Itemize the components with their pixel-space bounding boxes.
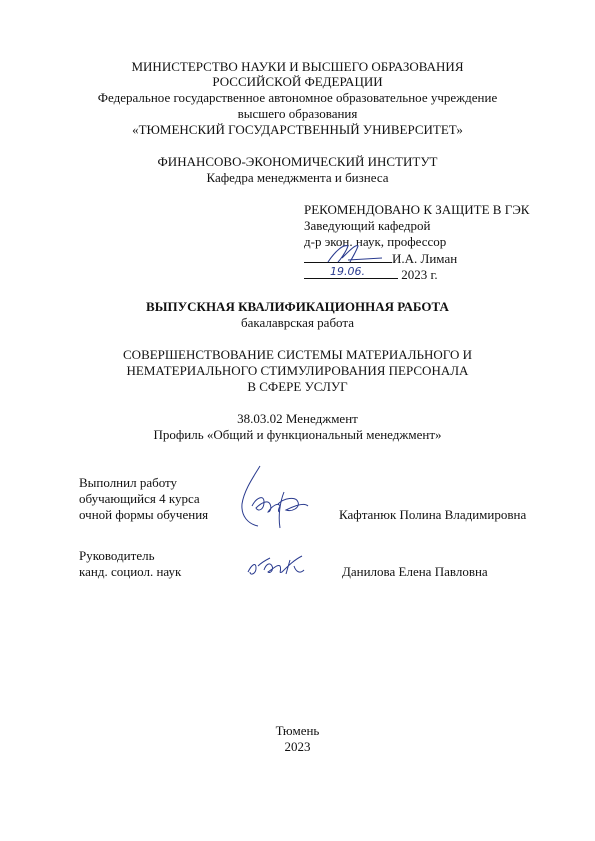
work-type: ВЫПУСКНАЯ КВАЛИФИКАЦИОННАЯ РАБОТА xyxy=(146,299,449,314)
student-label-2: обучающийся 4 курса xyxy=(79,491,200,506)
footer-year: 2023 xyxy=(284,739,311,754)
work-title-line-3: В СФЕРЕ УСЛУГ xyxy=(247,379,348,394)
supervisor-name: Данилова Елена Павловна xyxy=(342,564,488,579)
work-title-line-1: СОВЕРШЕНСТВОВАНИЕ СИСТЕМЫ МАТЕРИАЛЬНОГО И xyxy=(123,347,472,362)
student-label-1: Выполнил работу xyxy=(79,475,178,490)
approval-role: Заведующий кафедрой xyxy=(304,218,431,233)
supervisor-signature xyxy=(244,552,310,580)
specialty: 38.03.02 Менеджмент xyxy=(237,411,358,426)
university-name: «ТЮМЕНСКИЙ ГОСУДАРСТВЕННЫЙ УНИВЕРСИТЕТ» xyxy=(132,122,463,137)
student-signature xyxy=(234,462,314,534)
approval-date-line xyxy=(304,266,438,282)
ministry-line-1: МИНИСТЕРСТВО НАУКИ И ВЫСШЕГО ОБРАЗОВАНИЯ xyxy=(131,59,464,74)
approval-date-handwritten: 19.06. xyxy=(330,265,365,278)
supervisor-label-1: Руководитель xyxy=(79,548,155,563)
supervisor-label-2: канд. социол. наук xyxy=(79,564,182,579)
approval-degree: д-р экон. наук, профессор xyxy=(304,234,447,249)
education-level: высшего образования xyxy=(237,106,358,121)
institution-type: Федеральное государственное автономное образовательное учреждение xyxy=(97,90,498,105)
ministry-line-2: РОССИЙСКОЙ ФЕДЕРАЦИИ xyxy=(212,74,383,89)
approval-year: 2023 г. xyxy=(401,267,438,282)
profile: Профиль «Общий и функциональный менеджмент» xyxy=(153,427,442,442)
approval-title: РЕКОМЕНДОВАНО К ЗАЩИТЕ В ГЭК xyxy=(304,202,530,217)
city: Тюмень xyxy=(275,723,320,738)
student-name: Кафтанюк Полина Владимировна xyxy=(339,507,527,522)
head-signature xyxy=(324,240,384,266)
approval-name: И.А. Лиман xyxy=(392,251,458,266)
institute-name: ФИНАНСОВО-ЭКОНОМИЧЕСКИЙ ИНСТИТУТ xyxy=(157,154,438,169)
work-subtype: бакалаврская работа xyxy=(241,315,354,330)
student-label-3: очной формы обучения xyxy=(79,507,209,522)
work-title-line-2: НЕМАТЕРИАЛЬНОГО СТИМУЛИРОВАНИЯ ПЕРСОНАЛА xyxy=(126,363,469,378)
department-name: Кафедра менеджмента и бизнеса xyxy=(206,170,389,185)
